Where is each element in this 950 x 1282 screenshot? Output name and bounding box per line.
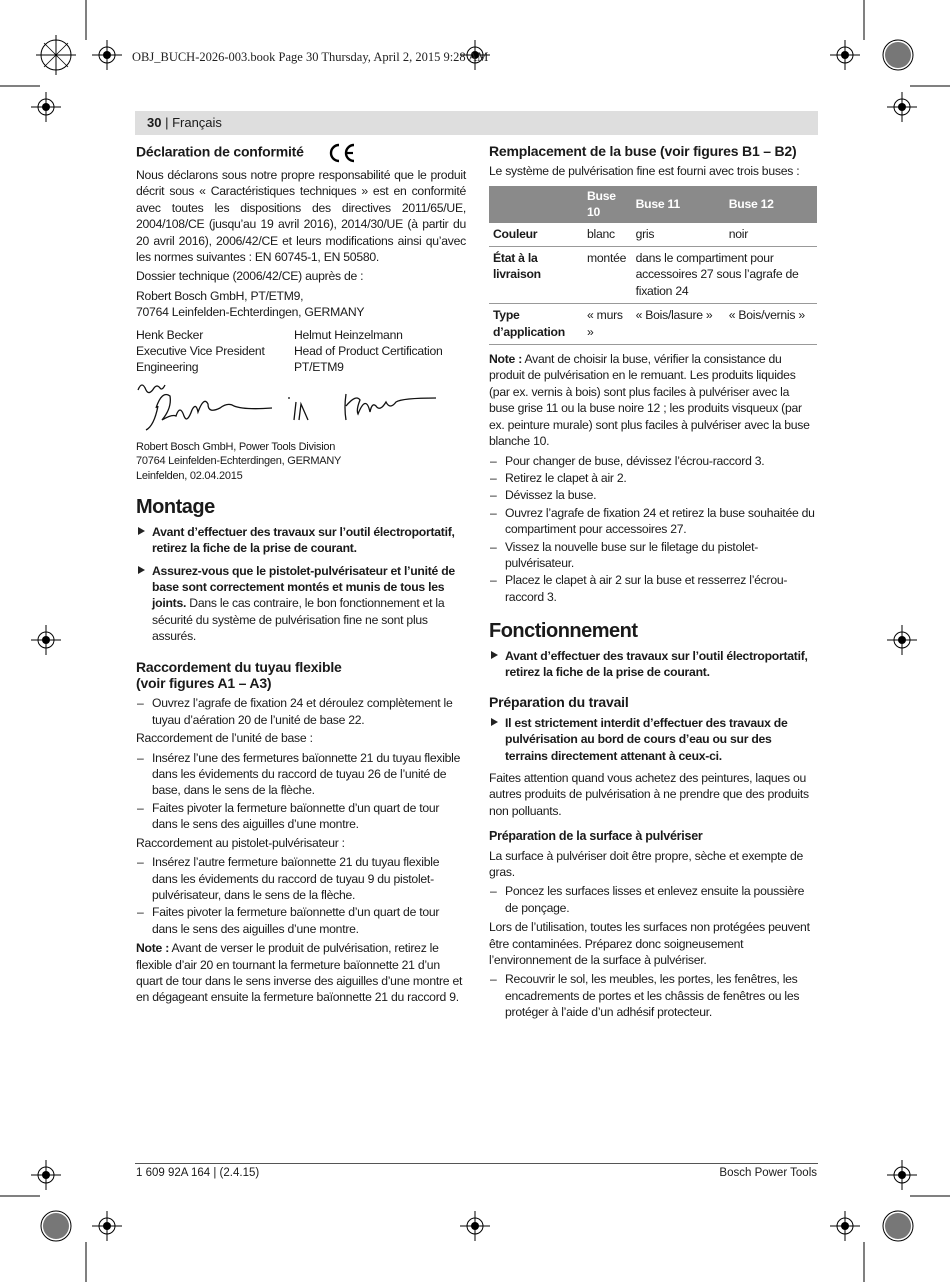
- company-line-3: Leinfelden, 02.04.2015: [136, 469, 243, 482]
- table-cell: « murs »: [583, 304, 632, 345]
- remplacement-step: – Retirez le clapet à air 2.: [489, 470, 817, 486]
- dossier-line-2: Robert Bosch GmbH, PT/ETM9,: [136, 288, 304, 303]
- raccordement-step-5: – Faites pivoter la fermeture baïonnette d’un quart de tour dans le sens des aiguilles d’une montre.: [136, 904, 466, 937]
- remplacement-step: – Dévissez la buse.: [489, 487, 817, 503]
- table-header-row: [489, 186, 817, 223]
- declaration-body: Nous déclarons sous notre propre responsabilité que le produit décrit sous « Caractéristiques techniques » est en conformité avec toutes les dispositions des directives 2011/65/UE, 2004/108/CE (jusqu’au 19 avril 2016), 2014/30/UE (à partir du 20 avril 2016), 2006/42/CE et leurs modifications ainsi qu’avec les normes suivantes : EN 60745-1, EN 50580.: [136, 168, 466, 265]
- signatory-1-dept: Engineering: [136, 360, 199, 375]
- table-cell: gris: [632, 223, 725, 247]
- preparation-step-2: – Recouvrir le sol, les meubles, les portes, les fenêtres, les encadrements de portes et les châssis de fenêtres ou les protéger à l’aide d’un adhésif protecteur.: [489, 971, 817, 1020]
- table-row: [489, 304, 817, 345]
- table-cell: Couleur: [489, 223, 583, 247]
- remplacement-intro: Le système de pulvérisation fine est fourni avec trois buses :: [489, 164, 800, 179]
- table-row: [489, 247, 817, 304]
- raccordement-step-2: – Insérez l’une des fermetures baïonnette 21 du tuyau flexible dans les évidements du raccord de tuyau 26 de l’unité de base, dans le sens de la flèche.: [136, 750, 466, 799]
- remplacement-step: – Placez le clapet à air 2 sur la buse et resserrez l’écrou-raccord 3.: [489, 572, 817, 605]
- dossier-line-1: Dossier technique (2006/42/CE) auprès de :: [136, 269, 364, 284]
- table-header: [489, 186, 583, 223]
- footer-divider: [135, 1163, 818, 1164]
- raccordement-subheading-2: Raccordement au pistolet-pulvérisateur :: [136, 835, 345, 850]
- signatory-1-name: Henk Becker: [136, 327, 204, 342]
- table-cell: Type d’application: [489, 304, 583, 345]
- montage-heading: Montage: [136, 496, 215, 519]
- preparation-step-1: – Poncez les surfaces lisses et enlevez ensuite la poussière de ponçage.: [489, 883, 817, 916]
- preparation-para-3: Lors de l’utilisation, toutes les surfaces non protégées peuvent être contaminées. Préparez donc soigneusement l’environnement de la surface à pulvériser.: [489, 920, 810, 968]
- table-header: Buse 11: [632, 186, 725, 223]
- raccordement-step-3: – Faites pivoter la fermeture baïonnette d’un quart de tour dans le sens des aiguilles d’une montre.: [136, 800, 466, 833]
- table-header: Buse 12: [725, 186, 817, 223]
- raccordement-subheading-1: Raccordement de l’unité de base :: [136, 731, 313, 746]
- page-header-bar: 30 | Français: [135, 111, 818, 135]
- montage-warning-2: Assurez-vous que le pistolet-pulvérisateur et l’unité de base sont correctement montés et munis de tous les joints. Dans le cas contraire, le bon fonctionnement et la sécurité du système de pulvérisation fine ne sont plus assurés.: [136, 563, 466, 645]
- signatory-2-dept: PT/ETM9: [294, 360, 344, 375]
- table-cell: « Bois/vernis »: [725, 304, 817, 345]
- table-cell: État à la livraison: [489, 247, 583, 304]
- table-header: Buse 10: [583, 186, 632, 223]
- table-cell: noir: [725, 223, 817, 247]
- page-number: 30: [147, 115, 162, 130]
- page-language: Français: [172, 115, 222, 130]
- remplacement-note: Note : Avant de choisir la buse, vérifier la consistance du produit de pulvérisation en le remuant. Les produits liquides (par ex. vernis à bois) sont plus faciles à pulvériser avec la buse grise 11 ou la buse noire 12 ; les produits visqueux (par ex. peinture murale) sont plus faciles à pulvériser avec la buse blanche 10.: [489, 352, 810, 449]
- dossier-line-3: 70764 Leinfelden-Echterdingen, GERMANY: [136, 305, 365, 320]
- fonctionnement-warning: Avant d’effectuer des travaux sur l’outil électroportatif, retirez la fiche de la prise de courant.: [489, 648, 817, 681]
- signatories: [136, 327, 466, 376]
- footer-doc-number: 1 609 92A 164 | (2.4.15): [136, 1167, 260, 1179]
- surface-heading: Préparation de la surface à pulvériser: [489, 829, 703, 844]
- table-cell: blanc: [583, 223, 632, 247]
- raccordement-step-1: – Ouvrez l’agrafe de fixation 24 et déroulez complètement le tuyau d’aération 20 de l’unité de base 22.: [136, 695, 466, 728]
- montage-warning-1: Avant d’effectuer des travaux sur l’outil électroportatif, retirez la fiche de la prise de courant.: [136, 524, 466, 557]
- raccordement-step-4: – Insérez l’autre fermeture baïonnette 21 du tuyau flexible dans les évidements du raccord de tuyau 9 du pistolet-pulvérisateur, dans le sens de la flèche.: [136, 854, 466, 903]
- footer-brand: Bosch Power Tools: [719, 1167, 817, 1179]
- preparation-warning: Il est strictement interdit d’effectuer des travaux de pulvérisation au bord de cours d’eau ou sur des terrains directement attenant à ceux-ci.: [489, 715, 817, 764]
- remplacement-heading: Remplacement de la buse (voir figures B1 – B2): [489, 143, 797, 159]
- raccordement-heading: Raccordement du tuyau flexible (voir figures A1 – A3): [136, 658, 342, 692]
- table-cell: dans le compartiment pour accessoires 27 sous l’agrafe de fixation 24: [632, 247, 817, 304]
- table-row: [489, 223, 817, 247]
- declaration-heading: Déclaration de conformité: [136, 143, 466, 163]
- fonctionnement-heading: Fonctionnement: [489, 620, 638, 643]
- remplacement-step: – Vissez la nouvelle buse sur le filetage du pistolet-pulvérisateur.: [489, 539, 817, 572]
- signatory-2-title: Head of Product Certification: [294, 344, 443, 359]
- left-column: [136, 143, 466, 1009]
- company-line-1: Robert Bosch GmbH, Power Tools Division: [136, 440, 336, 453]
- book-header: OBJ_BUCH-2026-003.book Page 30 Thursday, April 2, 2015 9:28 AM: [132, 50, 489, 64]
- remplacement-step: – Pour changer de buse, dévissez l’écrou-raccord 3.: [489, 453, 817, 469]
- nozzle-table: [489, 186, 817, 345]
- right-column: [489, 143, 817, 1022]
- raccordement-note: Note : Avant de verser le produit de pulvérisation, retirez le flexible d’air 20 en tournant la fermeture baïonnette 21 d’un quart de tour dans le sens inverse des aiguilles d’une montre et en dégageant ensuite la fermeture baïonnette 21 du raccord 9.: [136, 941, 463, 1005]
- remplacement-step: – Ouvrez l’agrafe de fixation 24 et retirez la buse souhaitée du compartiment pour accessoires 27.: [489, 505, 817, 538]
- company-line-2: 70764 Leinfelden-Echterdingen, GERMANY: [136, 455, 342, 468]
- table-cell: « Bois/lasure »: [632, 304, 725, 345]
- ce-mark-icon: [327, 143, 357, 163]
- preparation-para-1: Faites attention quand vous achetez des peintures, laques ou autres produits de pulvérisation à ne prendre que des produits non polluants.: [489, 771, 809, 818]
- preparation-heading: Préparation du travail: [489, 694, 629, 711]
- preparation-para-2: La surface à pulvériser doit être propre, sèche et exempte de gras.: [489, 848, 803, 880]
- signatory-1-title: Executive Vice President: [136, 344, 265, 359]
- handwritten-signatures: [136, 378, 466, 440]
- table-cell: montée: [583, 247, 632, 304]
- signatory-2-name: Helmut Heinzelmann: [294, 327, 403, 342]
